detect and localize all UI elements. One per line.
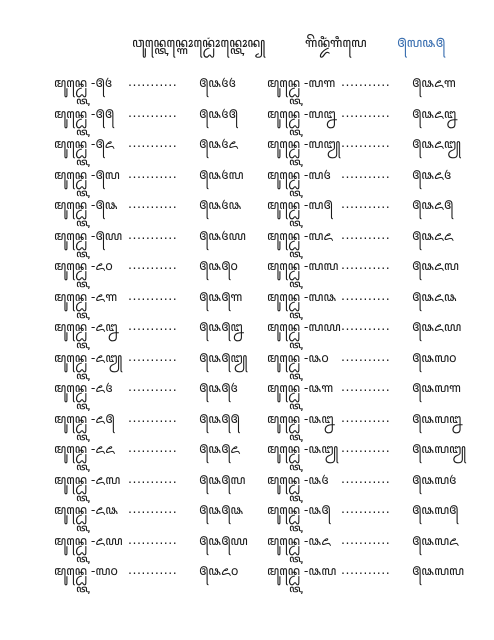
- header-title: ꦮꦸꦤ꧀ꦠꦺꦤ꧀ꦒꦺꦴꦤ꧀ꦝꦺꦴꦁꦤ꧀ꦠꦺꦴꦤ꧀: [132, 36, 266, 51]
- toc-entry-leader: ...........: [128, 348, 178, 364]
- toc-entry-leader: ...........: [128, 135, 178, 150]
- toc-entry-label: ꦩꦸꦤ꧀ꦝ꧀ꦠꦺ -꧖꧔: [54, 380, 113, 395]
- toc-entry-label: ꦩꦸꦤ꧀ꦝ꧀ꦠꦺ -꧗꧔: [267, 166, 331, 182]
- toc-entry-label: ꦩꦸꦤ꧀ꦝ꧀ꦠꦺ -꧕꧔: [54, 75, 113, 90]
- toc-entry-leader: ...........: [341, 409, 391, 425]
- toc-entry[interactable]: [54, 562, 239, 593]
- toc-entry-label: ꦩꦸꦤ꧀ꦝ꧀ꦠꦺ -꧕꧙: [54, 227, 122, 243]
- toc-entry-leader: ...........: [128, 470, 178, 486]
- toc-entry[interactable]: [54, 531, 248, 563]
- toc-entry-leader: ...........: [341, 379, 391, 394]
- toc-entry-page-number: ꧕꧘꧖꧖: [412, 227, 454, 243]
- toc-entry[interactable]: [54, 287, 243, 319]
- toc-entry-page-number: ꧕꧘꧖꧙: [412, 319, 462, 334]
- toc-entry[interactable]: [267, 470, 457, 502]
- toc-entry-page-number: ꧕꧘꧗꧖: [412, 532, 459, 548]
- page-header: [0, 32, 494, 56]
- toc-entry-leader: ...........: [341, 287, 391, 303]
- toc-entry[interactable]: [54, 104, 238, 136]
- toc-entry-page-number: ꧕꧘꧖꧒: [412, 105, 457, 121]
- toc-entry-page-number: ꧕꧘꧗꧗: [412, 563, 464, 578]
- toc-entry-leader: ...........: [128, 104, 178, 120]
- toc-entry-leader: ...........: [341, 440, 391, 455]
- toc-entry-leader: ...........: [128, 562, 178, 577]
- toc-entry-page-number: ꧕꧘꧕꧙: [199, 532, 248, 548]
- toc-entry[interactable]: [267, 409, 462, 441]
- toc-entry-label: ꦩꦸꦤ꧀ꦝ꧀ꦠꦺ -꧘꧔: [267, 471, 329, 487]
- toc-entry-page-number: ꧕꧘꧔꧗: [199, 166, 244, 182]
- toc-entry-leader: ...........: [341, 318, 391, 333]
- toc-entry-page-number: ꧕꧘꧕꧐: [199, 258, 238, 273]
- header-page-number: ꧕꧗꧘꧕: [397, 36, 446, 51]
- toc-entry-page-number: ꧕꧘꧗꧕: [412, 502, 459, 517]
- toc-entry[interactable]: [267, 379, 461, 410]
- toc-entry-label: ꦩꦸꦤ꧀ꦝ꧀ꦠꦺ -꧘꧕: [267, 502, 331, 517]
- toc-entry[interactable]: [54, 409, 240, 441]
- toc-entry[interactable]: [54, 501, 244, 532]
- toc-entry-page-number: ꧕꧘꧖꧑: [412, 75, 456, 90]
- toc-entry-page-number: ꧕꧘꧖꧐: [199, 563, 239, 578]
- toc-entry-leader: ...........: [128, 318, 178, 333]
- toc-entry[interactable]: [54, 348, 248, 380]
- toc-entry[interactable]: [54, 74, 234, 105]
- toc-entry[interactable]: [267, 135, 461, 166]
- toc-entry[interactable]: [54, 470, 246, 502]
- toc-entry[interactable]: [54, 379, 238, 410]
- toc-entry-label: ꦩꦸꦤ꧀ꦝ꧀ꦠꦺ -꧕꧗: [54, 166, 120, 182]
- toc-entry-page-number: ꧕꧘꧗꧑: [412, 380, 461, 395]
- toc-entry-leader: ...........: [341, 226, 391, 242]
- toc-entry-label: ꦩꦸꦤ꧀ꦝ꧀ꦠꦺ -꧗꧓: [267, 136, 341, 151]
- toc-entry-label: ꦩꦸꦤ꧀ꦝ꧀ꦠꦺ -꧕꧕: [54, 105, 114, 121]
- toc-entry[interactable]: [267, 318, 462, 349]
- toc-entry-page-number: ꧕꧘꧕꧕: [199, 410, 240, 426]
- toc-entry-label: ꦩꦸꦤ꧀ꦝ꧀ꦠꦺ -꧖꧓: [54, 349, 123, 365]
- toc-entry-page-number: ꧕꧘꧕꧖: [199, 441, 241, 456]
- toc-entry-page-number: ꧕꧘꧔꧕: [199, 105, 238, 121]
- toc-entry-page-number: ꧕꧘꧖꧗: [412, 258, 459, 273]
- toc-entry-label: ꦩꦸꦤ꧀ꦝ꧀ꦠꦺ -꧖꧕: [54, 410, 115, 426]
- toc-entry-page-number: ꧕꧘꧕꧑: [199, 288, 243, 304]
- toc-entry-leader: ...........: [128, 501, 178, 516]
- toc-entry-page-number: ꧕꧘꧖꧕: [412, 197, 454, 212]
- toc-entry-label: ꦩꦸꦤ꧀ꦝ꧀ꦠꦺ -꧘꧖: [267, 532, 332, 548]
- toc-entry-page-number: ꧕꧘꧖꧓: [412, 136, 461, 151]
- toc-entry[interactable]: [54, 257, 238, 288]
- toc-entry-page-number: ꧕꧘꧕꧓: [199, 349, 248, 365]
- toc-entry[interactable]: [267, 287, 457, 319]
- toc-entry-label: ꦩꦸꦤ꧀ꦝ꧀ꦠꦺ -꧕꧖: [54, 136, 115, 151]
- toc-entry-label: ꦩꦸꦤ꧀ꦝ꧀ꦠꦺ -꧗꧗: [267, 258, 339, 273]
- toc-entry-leader: ...........: [341, 196, 391, 211]
- toc-entry-leader: ...........: [341, 104, 391, 120]
- toc-entry[interactable]: [267, 501, 459, 532]
- toc-entry-page-number: ꧕꧘꧕꧒: [199, 319, 243, 334]
- toc-entry[interactable]: [54, 196, 242, 227]
- toc-entry-page-number: ꧕꧘꧔꧙: [199, 227, 246, 243]
- toc-entry-leader: ...........: [341, 470, 391, 486]
- toc-entry-label: ꦩꦸꦤ꧀ꦝ꧀ꦠꦺ -꧗꧙: [267, 319, 341, 334]
- toc-entry-leader: ...........: [341, 74, 391, 89]
- toc-entry-leader: ...........: [128, 287, 178, 303]
- toc-entry[interactable]: [54, 440, 241, 471]
- toc-entry-leader: ...........: [341, 135, 391, 150]
- toc-entry-label: ꦩꦸꦤ꧀ꦝ꧀ꦠꦺ -꧖꧑: [54, 288, 117, 304]
- toc-entry[interactable]: [267, 226, 454, 258]
- toc-entry-page-number: ꧕꧘꧔꧔: [199, 75, 236, 90]
- toc-entry-page-number: ꧕꧘꧖꧘: [412, 288, 457, 304]
- toc-entry-leader: ...........: [128, 74, 178, 89]
- toc-entry[interactable]: [267, 104, 457, 136]
- toc-entry-leader: ...........: [128, 409, 178, 425]
- toc-entry-label: ꦩꦸꦤ꧀ꦝ꧀ꦠꦺ -꧗꧑: [267, 75, 336, 90]
- toc-entry[interactable]: [267, 440, 466, 471]
- toc-entry-page-number: ꧕꧘꧕꧗: [199, 471, 246, 487]
- toc-entry[interactable]: [267, 562, 464, 593]
- toc-entry-leader: ...........: [128, 440, 178, 455]
- toc-entry-page-number: ꧕꧘꧖꧔: [412, 166, 452, 182]
- toc-entry-leader: ...........: [341, 501, 391, 516]
- toc-entry-leader: ...........: [341, 257, 391, 272]
- toc-entry-page-number: ꧕꧘꧗꧓: [412, 441, 466, 456]
- toc-entry-label: ꦩꦸꦤ꧀ꦝ꧀ꦠꦺ -꧗꧘: [267, 288, 337, 304]
- toc-entry-page-number: ꧕꧘꧗꧐: [412, 349, 457, 365]
- toc-entry-label: ꦩꦸꦤ꧀ꦝ꧀ꦠꦺ -꧗꧒: [267, 105, 336, 121]
- toc-entry[interactable]: [267, 257, 459, 288]
- toc-entry-page-number: ꧕꧘꧕꧘: [199, 502, 244, 517]
- toc-entry-label: ꦩꦸꦤ꧀ꦝ꧀ꦠꦺ -꧗꧕: [267, 197, 333, 212]
- toc-right-column: [267, 74, 466, 593]
- toc-entry-label: ꦩꦸꦤ꧀ꦝ꧀ꦠꦺ -꧘꧒: [267, 410, 334, 426]
- toc-entry-label: ꦩꦸꦤ꧀ꦝ꧀ꦠꦺ -꧖꧗: [54, 471, 121, 487]
- toc-entry-page-number: ꧕꧘꧗꧒: [412, 410, 462, 426]
- toc-entry-leader: ...........: [128, 196, 178, 211]
- toc-entry-label: ꦩꦸꦤ꧀ꦝ꧀ꦠꦺ -꧗꧐: [54, 563, 118, 578]
- toc-entry-label: ꦩꦸꦤ꧀ꦝ꧀ꦠꦺ -꧖꧘: [54, 502, 119, 517]
- toc-entry[interactable]: [54, 318, 243, 349]
- toc-left-column: [54, 74, 248, 593]
- toc-entry-leader: ...........: [128, 379, 178, 394]
- toc-entry-label: ꦩꦸꦤ꧀ꦝ꧀ꦠꦺ -꧘꧗: [267, 563, 337, 578]
- toc-entry[interactable]: [267, 74, 456, 105]
- toc-entry-label: ꦩꦸꦤ꧀ꦝ꧀ꦠꦺ -꧘꧓: [267, 441, 339, 456]
- toc-entry[interactable]: [267, 165, 452, 197]
- toc-entry-page-number: ꧕꧘꧗꧔: [412, 471, 457, 487]
- toc-entry-label: ꦩꦸꦤ꧀ꦝ꧀ꦠꦺ -꧖꧖: [54, 441, 115, 456]
- toc-entry[interactable]: [267, 348, 457, 380]
- toc-entry-label: ꦩꦸꦤ꧀ꦝ꧀ꦠꦺ -꧖꧙: [54, 532, 123, 548]
- toc-entry-leader: ...........: [341, 531, 391, 547]
- toc-entry[interactable]: [267, 531, 459, 563]
- toc-entry-leader: ...........: [128, 165, 178, 181]
- toc-entry[interactable]: [267, 196, 454, 227]
- toc-entry-page-number: ꧕꧘꧔꧖: [199, 136, 239, 151]
- toc-entry-leader: ...........: [341, 165, 391, 181]
- toc-entry-label: ꦩꦸꦤ꧀ꦝ꧀ꦠꦺ -꧘꧑: [267, 380, 333, 395]
- toc-entry-label: ꦩꦸꦤ꧀ꦝ꧀ꦠꦺ -꧖꧐: [54, 258, 113, 273]
- toc-entry-leader: ...........: [128, 257, 178, 272]
- toc-entry-leader: ...........: [341, 562, 391, 577]
- header-subtitle: ꦒꦼꦤ꧀ꦢꦶꦁꦒꦶꦭꦺ: [305, 36, 367, 51]
- toc-entry-leader: ...........: [341, 348, 391, 364]
- toc-entry[interactable]: [54, 226, 246, 258]
- toc-entry-leader: ...........: [128, 531, 178, 547]
- toc-entry-page-number: ꧕꧘꧔꧘: [199, 197, 242, 212]
- toc-entry-leader: ...........: [128, 226, 178, 242]
- toc-entry-label: ꦩꦸꦤ꧀ꦝ꧀ꦠꦺ -꧘꧐: [267, 349, 329, 365]
- toc-entry-label: ꦩꦸꦤ꧀ꦝ꧀ꦠꦺ -꧗꧖: [267, 227, 334, 243]
- toc-entry[interactable]: [54, 135, 239, 166]
- toc-entry[interactable]: [54, 165, 244, 197]
- toc-entry-page-number: ꧕꧘꧕꧔: [199, 380, 238, 395]
- toc-entry-label: ꦩꦸꦤ꧀ꦝ꧀ꦠꦺ -꧖꧒: [54, 319, 118, 334]
- toc-entry-label: ꦩꦸꦤ꧀ꦝ꧀ꦠꦺ -꧕꧘: [54, 197, 118, 212]
